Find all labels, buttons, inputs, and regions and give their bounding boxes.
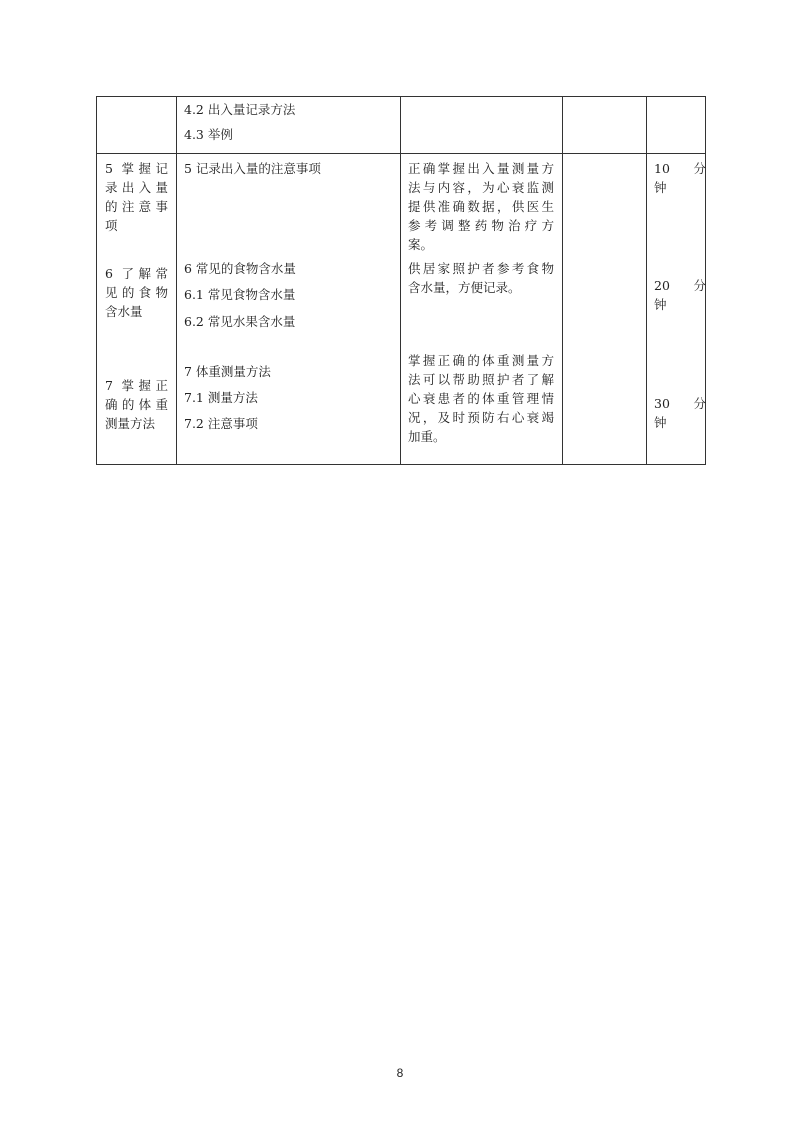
duration-cell: 20 分 钟: [654, 278, 706, 312]
duration-cell: 30 分 钟: [654, 396, 706, 430]
column-divider: [400, 97, 401, 464]
column-divider: [176, 97, 177, 464]
content-item: 7 体重测量方法: [184, 364, 271, 379]
significance-cell-5: 正确掌握出入量测量方 法与内容，为心衰监测 提供准确数据，供医生 参考调整药物治疗方 案。: [408, 161, 554, 252]
duration-cell: 10 分 钟: [654, 161, 706, 195]
content-item: 7.2 注意事项: [184, 416, 258, 431]
column-divider: [646, 97, 647, 464]
content-item: 7.1 测量方法: [184, 390, 258, 405]
content-item: 4.3 举例: [184, 127, 233, 142]
significance-cell-7: 掌握正确的体重测量方 法可以帮助照护者了解 心衰患者的体重管理情 况，及时预防右心衰竭 加重。: [408, 353, 554, 444]
goal-cell-7: 7 掌握正 确的体重 测量方法: [105, 378, 168, 431]
goal-cell-5: 5 掌握记 录出入量 的注意事 项: [105, 161, 168, 233]
content-item: 5 记录出入量的注意事项: [184, 161, 321, 176]
significance-cell-6: 供居家照护者参考食物 含水量，方便记录。: [408, 261, 554, 295]
goal-cell-6: 6 了解常 见的食物 含水量: [105, 266, 168, 319]
column-divider: [562, 97, 563, 464]
content-item: 4.2 出入量记录方法: [184, 102, 296, 117]
row-divider: [97, 153, 705, 154]
content-item: 6.1 常见食物含水量: [184, 287, 296, 302]
content-item: 6 常见的食物含水量: [184, 261, 296, 276]
course-table: [96, 96, 706, 465]
page-number: 8: [396, 1066, 404, 1080]
content-item: 6.2 常见水果含水量: [184, 314, 296, 329]
